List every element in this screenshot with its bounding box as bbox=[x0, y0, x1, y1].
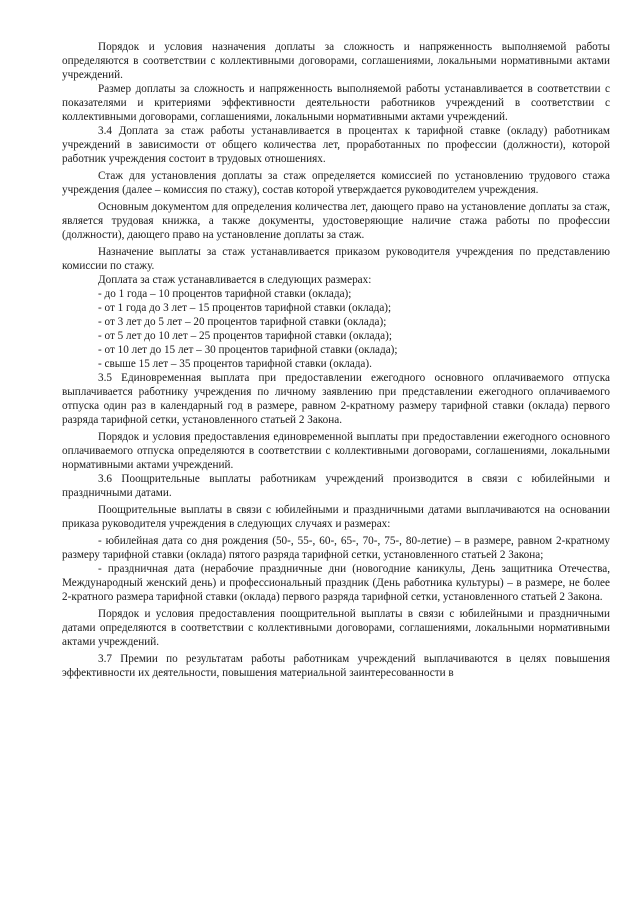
paragraph-incentive-cases: Поощрительные выплаты в связи с юбилейными и праздничными датами выплачиваются на основании приказа руководителя учреждения в следующих случаях и размерах: bbox=[62, 504, 610, 530]
list-item: - от 5 лет до 10 лет – 25 процентов тарифной ставки (оклада); bbox=[98, 330, 392, 342]
paragraph-incentive-order: Порядок и условия предоставления поощрительной выплаты в связи с юбилейными и праздничными датами определяются в соответствии с коллективными договорами, соглашениями, локальными нормативными актами учреждений. bbox=[62, 608, 610, 648]
paragraph-complexity-order: Порядок и условия назначения доплаты за сложность и напряженность выполняемой работы определяются в соответствии с коллективными договорами, соглашениями, локальными нормативными актами учреждений. bbox=[62, 41, 610, 81]
paragraph-jubilee-date: - юбилейная дата со дня рождения (50-, 55-, 60-, 65-, 70-, 75-, 80-летие) – в размере, равном 2-кратному размеру тарифной ставки (оклада) пятого разряда тарифной сетки, установленного статьей 2 Закона; bbox=[62, 535, 610, 561]
list-item: - свыше 15 лет – 35 процентов тарифной ставки (оклада). bbox=[98, 358, 372, 370]
paragraph-seniority-order: Назначение выплаты за стаж устанавливается приказом руководителя учреждения по представлению комиссии по стажу. bbox=[62, 246, 610, 272]
paragraph-section-3-7: 3.7 Премии по результатам работы работникам учреждений выплачиваются в целях повышения эффективности их деятельности, повышения материальной заинтересованности в bbox=[62, 653, 610, 679]
seniority-rates-list bbox=[62, 287, 610, 371]
paragraph-section-3-5: 3.5 Единовременная выплата при предоставлении ежегодного основного оплачиваемого отпуска выплачивается работнику учреждения по личному заявлению при представлении ежегодного оплачиваемого отпуска один раз в календарный год в размере, равном 2-кратному размеру тарифной ставки (оклада) первого разряда тарифной сетки, установленного статьей 2 Закона. bbox=[62, 372, 610, 426]
paragraph-section-3-4: 3.4 Доплата за стаж работы устанавливается в процентах к тарифной ставке (окладу) работникам учреждений в зависимости от общего количества лет, проработанных по профессии (должности), которой работник учреждения состоит в трудовых отношениях. bbox=[62, 125, 610, 165]
paragraph-main-document: Основным документом для определения количества лет, дающего право на установление доплаты за стаж, является трудовая книжка, а также документы, удостоверяющие наличие стажа работы по профессии (должности), дающего право на установление доплаты за стаж. bbox=[62, 201, 610, 241]
paragraph-holiday-date: - праздничная дата (нерабочие праздничные дни (новогодние каникулы, День защитника Отечества, Международный женский день) и профессиональный праздник (День работника культуры) – в размере, не более 2-кратного размера тарифной ставки (оклада) первого разряда тарифной сетки, установленного статьей 2 Закона. bbox=[62, 563, 610, 603]
list-item: - от 3 лет до 5 лет – 20 процентов тарифной ставки (оклада); bbox=[98, 316, 387, 328]
list-item: - до 1 года – 10 процентов тарифной ставки (оклада); bbox=[98, 288, 352, 300]
document-page bbox=[62, 40, 610, 680]
paragraph-section-3-6: 3.6 Поощрительные выплаты работникам учреждений производится в связи с юбилейными и праздничными датами. bbox=[62, 473, 610, 499]
list-item: - от 1 года до 3 лет – 15 процентов тарифной ставки (оклада); bbox=[98, 302, 392, 314]
paragraph-seniority-sizes-intro: Доплата за стаж устанавливается в следующих размерах: bbox=[98, 274, 372, 286]
list-item: - от 10 лет до 15 лет – 30 процентов тарифной ставки (оклада); bbox=[98, 344, 398, 356]
paragraph-lump-sum-order: Порядок и условия предоставления единовременной выплаты при предоставлении ежегодного основного оплачиваемого отпуска определяются в соответствии с коллективными договорами, соглашениями, локальными нормативными актами учреждений. bbox=[62, 431, 610, 471]
paragraph-complexity-size: Размер доплаты за сложность и напряженность выполняемой работы устанавливается в соответствии с показателями и критериями эффективности деятельности работников учреждений в соответствии с коллективными договорами, соглашениями, локальными нормативными актами учреждений. bbox=[62, 83, 610, 123]
paragraph-seniority-commission: Стаж для установления доплаты за стаж определяется комиссией по установлению трудового стажа учреждения (далее – комиссия по стажу), состав которой утверждается руководителем учреждения. bbox=[62, 170, 610, 196]
